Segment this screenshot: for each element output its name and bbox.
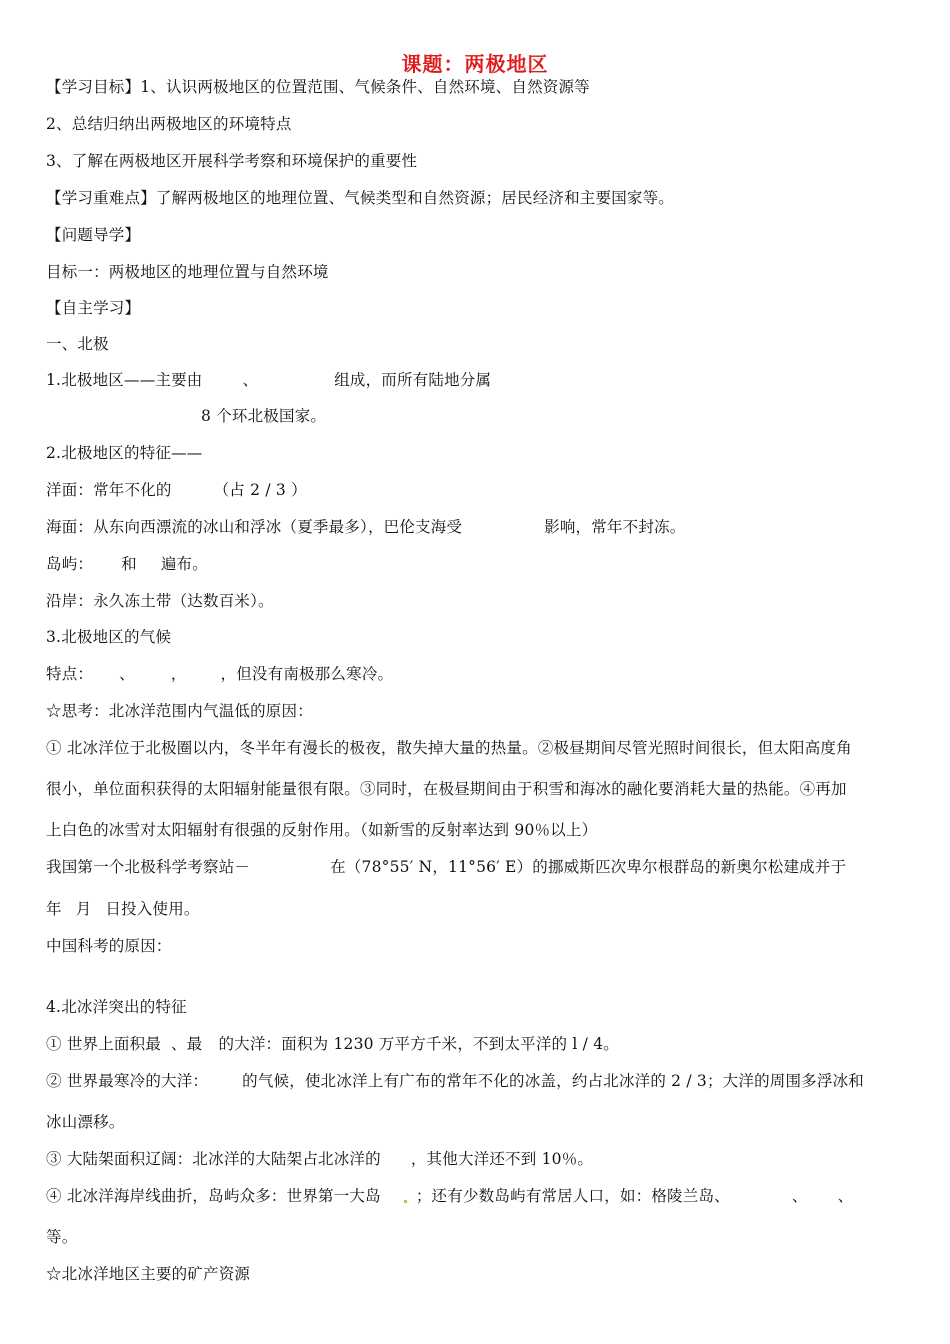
text: ；还有少数岛屿有常居人口，如：格陵兰岛、 [415,1187,730,1205]
text: 影响，常年不封冻。 [544,518,686,536]
text: （占 2 / 3 ） [213,481,307,499]
text: 、 [242,371,259,389]
text: ， [170,665,187,683]
text: 【学习目标】1、认识两极地区的位置范围、气候条件、自然环境、自然资源等 [46,78,590,96]
text: 2.北极地区的特征—— [46,444,203,462]
research-reason-line [46,935,906,957]
text: 的大洋：面积为 1230 万平方千米，不到太平洋的 l / 4。 [218,1035,619,1053]
text: ④ 北冰洋海岸线曲折，岛屿众多：世界第一大岛 [46,1187,381,1205]
text: ① 北冰洋位于北极圈以内，冬半年有漫长的极夜，散失掉大量的热量。②极昼期间尽管光照时间很长，但太阳高度角 [46,739,852,757]
text: 【自主学习】 [46,299,141,317]
islands-line [46,553,906,575]
text: 月 [75,900,92,918]
station-date-line [46,898,906,920]
learning-goals-line [46,76,906,98]
text: ① 世界上面积最 [46,1035,162,1053]
text: 4.北冰洋突出的特征 [46,998,187,1016]
text: 8 个环北极国家。 [201,407,327,425]
sea-surface-line [46,516,906,538]
feature-2-continued-line [46,1111,906,1133]
text: 日投入使用。 [105,900,200,918]
document-title: 课题：两极地区 [401,52,549,76]
text: 洋面：常年不化的 [46,481,172,499]
text: 在（78°55′ N，11°56′ E）的挪威斯匹次卑尔根群岛的新奥尔松建成并于 [330,858,847,876]
text: 组成，而所有陆地分属 [334,371,492,389]
text: ，其他大洋还不到 10％。 [410,1150,594,1168]
text: 、 [837,1187,854,1205]
feature-4-continued-line [46,1226,906,1248]
text: 的气候，使北冰洋上有广布的常年不化的冰盖，约占北冰洋的 2 / 3；大洋的周围多浮冰和 [242,1072,864,1090]
text: 我国第一个北极科学考察站－ [46,858,251,876]
text: 2、总结归纳出两极地区的环境特点 [46,115,292,133]
text: 【问题导学】 [46,226,141,244]
text: 【学习重难点】了解两极地区的地理位置、气候类型和自然资源；居民经济和主要国家等。 [46,189,675,207]
text: 海面：从东向西漂流的冰山和浮冰（夏季最多），巴伦支海受 [46,518,463,536]
climate-features-line [46,663,906,685]
north-pole-region-line [46,369,906,391]
text: 等。 [46,1228,78,1246]
countries-line [201,405,906,427]
text: ③ 大陆架面积辽阔：北冰洋的大陆架占北冰洋的 [46,1150,381,1168]
text: ☆北冰洋地区主要的矿产资源 [46,1265,251,1283]
text: 、 [119,665,135,683]
text: 很小，单位面积获得的太阳辐射能量很有限。③同时，在极昼期间由于积雪和海冰的融化要消耗大量的热能。④再加 [46,780,847,798]
north-pole-heading [46,333,906,355]
section-heading-self-study [46,297,906,319]
goal-2-line [46,113,906,135]
text: 、 [791,1187,808,1205]
reason-paragraph-line-3 [46,819,906,841]
text: 特点： [46,665,94,683]
key-points-line [46,187,906,209]
text: 岛屿： [46,555,94,573]
text: 目标一：两极地区的地理位置与自然环境 [46,263,329,281]
objective-one-line [46,261,906,283]
reason-paragraph-line-1 [46,737,906,759]
feature-2-line [46,1070,906,1092]
text: 中国科考的原因： [46,937,172,955]
text: 上白色的冰雪对太阳辐射有很强的反射作用。（如新雪的反射率达到 90％以上） [46,821,598,839]
text: 和 [121,555,137,573]
text: ☆思考：北冰洋范围内气温低的原因： [46,702,313,720]
text: 一、北极 [46,335,109,353]
think-question-line [46,700,906,722]
section-heading-guide [46,224,906,246]
marker-dot [404,1200,407,1203]
text: ，但没有南极那么寒冷。 [220,665,394,683]
text: 冰山漂移。 [46,1113,125,1131]
text: 3.北极地区的气候 [46,628,172,646]
text: 遍布。 [160,555,208,573]
coast-line [46,590,906,612]
minerals-heading [46,1263,906,1285]
text: 、最 [171,1035,203,1053]
feature-4-line [46,1185,906,1207]
text: ② 世界最寒冷的大洋： [46,1072,209,1090]
reason-paragraph-line-2 [46,778,906,800]
feature-1-line [46,1033,906,1055]
station-line [46,856,906,878]
features-heading [46,442,906,464]
climate-heading [46,626,906,648]
text: 年 [46,900,62,918]
ocean-surface-line [46,479,906,501]
feature-3-line [46,1148,906,1170]
text: 3、了解在两极地区开展科学考察和环境保护的重要性 [46,152,418,170]
text: 1.北极地区——主要由 [46,371,203,389]
goal-3-line [46,150,906,172]
arctic-ocean-heading [46,996,906,1018]
text: 沿岸：永久冻土带（达数百米）。 [46,592,274,610]
